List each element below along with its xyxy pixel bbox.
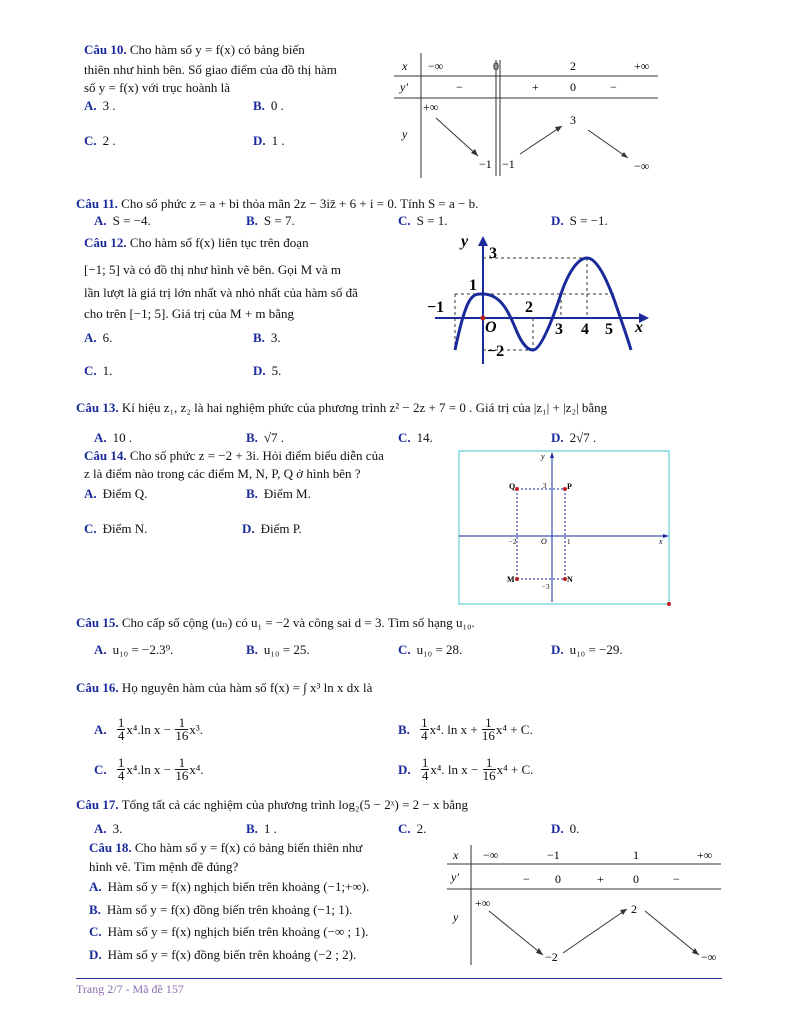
q14-tick-label: 3: [543, 482, 547, 490]
q16-option-b[interactable]: B. $\frac{1}{4}$ x⁴. ln x + $\frac{1}{16}$ x⁴ + C.: [398, 715, 533, 743]
q12-line2: [−1; 5] và có đồ thị như hình vẽ bên. Gọi M và m: [84, 262, 342, 277]
q11-option-a[interactable]: A. S = −4.: [94, 213, 151, 228]
q14-origin-label: O: [541, 537, 547, 546]
q14-label: Câu 14.: [84, 448, 127, 463]
q10-x-val: −∞: [428, 59, 444, 73]
q18-sign: +: [597, 872, 604, 886]
q18-x-val: −∞: [483, 848, 499, 862]
q18-yprime-label: y': [451, 870, 459, 884]
q10-option-a[interactable]: A. 3 .: [84, 98, 116, 113]
q14-point-label: Q: [509, 482, 516, 491]
q11-option-d[interactable]: D. S = −1.: [551, 213, 608, 228]
q12-function-graph: [425, 232, 655, 372]
q14-tick-label: −2: [509, 538, 517, 546]
q18-y-label: y: [453, 910, 459, 924]
q16-stem: Câu 16. Họ nguyên hàm của hàm số f(x) = ∫ x³ ln x dx là: [76, 680, 373, 695]
q10-line1: Câu 10. Cho hàm số y = f(x) có bảng biến: [84, 42, 305, 57]
q18-sign: 0: [633, 872, 639, 886]
q12-line1: Câu 12. Cho hàm số f(x) liên tục trên đoạn: [84, 235, 309, 250]
page-footer: [76, 978, 722, 996]
q12-line3: lần lượt là giá trị lớn nhất và nhỏ nhất của hàm số đã: [84, 285, 358, 300]
q10-y-val: 3: [570, 113, 576, 127]
q18-option-d[interactable]: D. Hàm số y = f(x) đồng biến trên khoảng (−2 ; 2).: [89, 947, 357, 962]
q12-tick-label: 3: [489, 245, 497, 262]
q10-x-val: 2: [570, 59, 576, 73]
q16-label: Câu 16.: [76, 680, 119, 695]
q13-label: Câu 13.: [76, 400, 119, 415]
q11-option-b[interactable]: B. S = 7.: [246, 213, 295, 228]
q12-x-axis-label: x: [635, 319, 643, 336]
q14-complex-plane: [457, 449, 673, 607]
q12-label: Câu 12.: [84, 235, 127, 250]
q15-option-a[interactable]: A. u₁₀ = −2.3⁹.: [94, 642, 174, 657]
q10-y-val: −1: [479, 157, 492, 171]
q10-yprime-label: y': [400, 80, 408, 94]
q18-sign: −: [523, 872, 530, 886]
q12-option-d[interactable]: D. 5.: [253, 363, 282, 378]
q18-option-b[interactable]: B. Hàm số y = f(x) đồng biến trên khoảng (−1; 1).: [89, 902, 353, 917]
q18-option-a[interactable]: A. Hàm số y = f(x) nghịch biến trên khoảng (−1;+∞).: [89, 879, 370, 894]
q16-option-c[interactable]: C. $\frac{1}{4}$ x⁴.ln x − $\frac{1}{16}$ x⁴.: [94, 755, 204, 783]
q13-option-b[interactable]: B. √7 .: [246, 430, 285, 445]
q17-option-b[interactable]: B. 1 .: [246, 821, 277, 836]
q12-option-b[interactable]: B. 3.: [253, 330, 281, 345]
q18-variation-table: [445, 843, 723, 967]
q14-point-label: N: [567, 575, 573, 584]
q15-option-d[interactable]: D. u₁₀ = −29.: [551, 642, 623, 657]
q10-option-b[interactable]: B. 0 .: [253, 98, 284, 113]
q12-tick-label: 3: [555, 321, 563, 338]
q14-option-a[interactable]: A. Điểm Q.: [84, 486, 148, 501]
q18-option-c[interactable]: C. Hàm số y = f(x) nghịch biến trên khoảng (−∞ ; 1).: [89, 924, 369, 939]
q14-tick-label: 1: [567, 538, 571, 546]
q10-x-val: 0: [493, 59, 499, 73]
q18-line1: Câu 18. Cho hàm số y = f(x) có bảng biến thiên như: [89, 840, 363, 855]
q10-line2: thiên như hình bên. Số giao điểm của đồ thị hàm: [84, 62, 337, 77]
q10-sign: −: [456, 80, 463, 94]
q12-tick-label: 2: [525, 299, 533, 316]
q10-x-val: +∞: [634, 59, 650, 73]
q13-option-c[interactable]: C. 14.: [398, 430, 433, 445]
q10-sign: −: [610, 80, 617, 94]
q14-point-label: M: [507, 575, 515, 584]
q10-variation-table: [392, 48, 660, 180]
q10-x-label: x: [402, 59, 408, 73]
q10-option-c[interactable]: C. 2 .: [84, 133, 116, 148]
q18-y-val: −∞: [701, 950, 717, 964]
q12-origin-label: O: [485, 319, 497, 336]
q18-sign: −: [673, 872, 680, 886]
q18-sign: 0: [555, 872, 561, 886]
q17-label: Câu 17.: [76, 797, 119, 812]
q10-y-val: −∞: [634, 159, 650, 173]
q18-y-val: +∞: [475, 896, 491, 910]
q10-sign: +: [532, 80, 539, 94]
q14-option-d[interactable]: D. Điểm P.: [242, 521, 302, 536]
q10-y-label: y: [402, 127, 408, 141]
footer-text: Trang 2/7 - Mã đề 157: [76, 982, 184, 996]
q18-y-val: 2: [631, 902, 637, 916]
q10-line3: số y = f(x) với trục hoành là: [84, 80, 230, 95]
q18-y-val: −2: [545, 950, 558, 964]
q12-option-c[interactable]: C. 1.: [84, 363, 113, 378]
q14-x-axis-label: x: [659, 537, 663, 546]
q13-option-a[interactable]: A. 10 .: [94, 430, 133, 445]
q13-stem: Câu 13. Kí hiệu z₁, z₂ là hai nghiệm phức của phương trình z² − 2z + 7 = 0 . Giá trị của |z₁| + |z₂| bằng: [76, 400, 608, 415]
q14-line2: z là điểm nào trong các điểm M, N, P, Q ở hình bên ?: [84, 466, 361, 481]
q18-x-val: 1: [633, 848, 639, 862]
q10-sign: 0: [570, 80, 576, 94]
q12-line4: cho trên [−1; 5]. Giá trị của M + m bằng: [84, 306, 294, 321]
q14-point-label: P: [567, 482, 572, 491]
q12-tick-label: 5: [605, 321, 613, 338]
q13-option-d[interactable]: D. 2√7 .: [551, 430, 597, 445]
q14-tick-label: −3: [542, 583, 550, 591]
q18-x-val: +∞: [697, 848, 713, 862]
q15-stem: Câu 15. Cho cấp số cộng (uₙ) có u₁ = −2 và công sai d = 3. Tìm số hạng u₁₀.: [76, 615, 475, 630]
q18-x-val: −1: [547, 848, 560, 862]
q11-stem: Câu 11. Cho số phức z = a + bi thỏa mãn 2z − 3iz̄ + 6 + i = 0. Tính S = a − b.: [76, 196, 479, 211]
q15-option-b[interactable]: B. u₁₀ = 25.: [246, 642, 310, 657]
q12-tick-label: 4: [581, 321, 589, 338]
q11-option-c[interactable]: C. S = 1.: [398, 213, 448, 228]
q15-label: Câu 15.: [76, 615, 119, 630]
q12-tick-label: −1: [427, 299, 445, 316]
q16-option-a[interactable]: A. $\frac{1}{4}$ x⁴.ln x − $\frac{1}{16}$ x³.: [94, 715, 204, 743]
q10-label: Câu 10.: [84, 42, 127, 57]
q12-option-a[interactable]: A. 6.: [84, 330, 113, 345]
q18-label: Câu 18.: [89, 840, 132, 855]
q17-option-c[interactable]: C. 2.: [398, 821, 427, 836]
q11-label: Câu 11.: [76, 196, 118, 211]
q18-x-label: x: [453, 848, 459, 862]
q12-tick-label: −2: [487, 343, 505, 360]
q15-option-c[interactable]: C. u₁₀ = 28.: [398, 642, 463, 657]
q14-line1: Câu 14. Cho số phức z = −2 + 3i. Hỏi điểm biểu diễn của: [84, 448, 384, 463]
q12-tick-label: 1: [469, 277, 477, 294]
q10-y-val: −1: [502, 157, 515, 171]
q14-option-b[interactable]: B. Điểm M.: [246, 486, 311, 501]
q17-option-d[interactable]: D. 0.: [551, 821, 580, 836]
q17-option-a[interactable]: A. 3.: [94, 821, 123, 836]
q14-option-c[interactable]: C. Điểm N.: [84, 521, 148, 536]
q16-option-d[interactable]: D. $\frac{1}{4}$ x⁴. ln x − $\frac{1}{16}$ x⁴ + C.: [398, 755, 534, 783]
q10-y-val: +∞: [423, 100, 439, 114]
q17-stem: Câu 17. Tổng tất cả các nghiệm của phương trình log₂(5 − 2ˣ) = 2 − x bằng: [76, 797, 469, 812]
q14-y-axis-label: y: [541, 452, 545, 461]
q10-option-d[interactable]: D. 1 .: [253, 133, 285, 148]
q18-line2: hình vẽ. Tìm mệnh đề đúng?: [89, 859, 239, 874]
q12-y-axis-label: y: [461, 233, 469, 250]
